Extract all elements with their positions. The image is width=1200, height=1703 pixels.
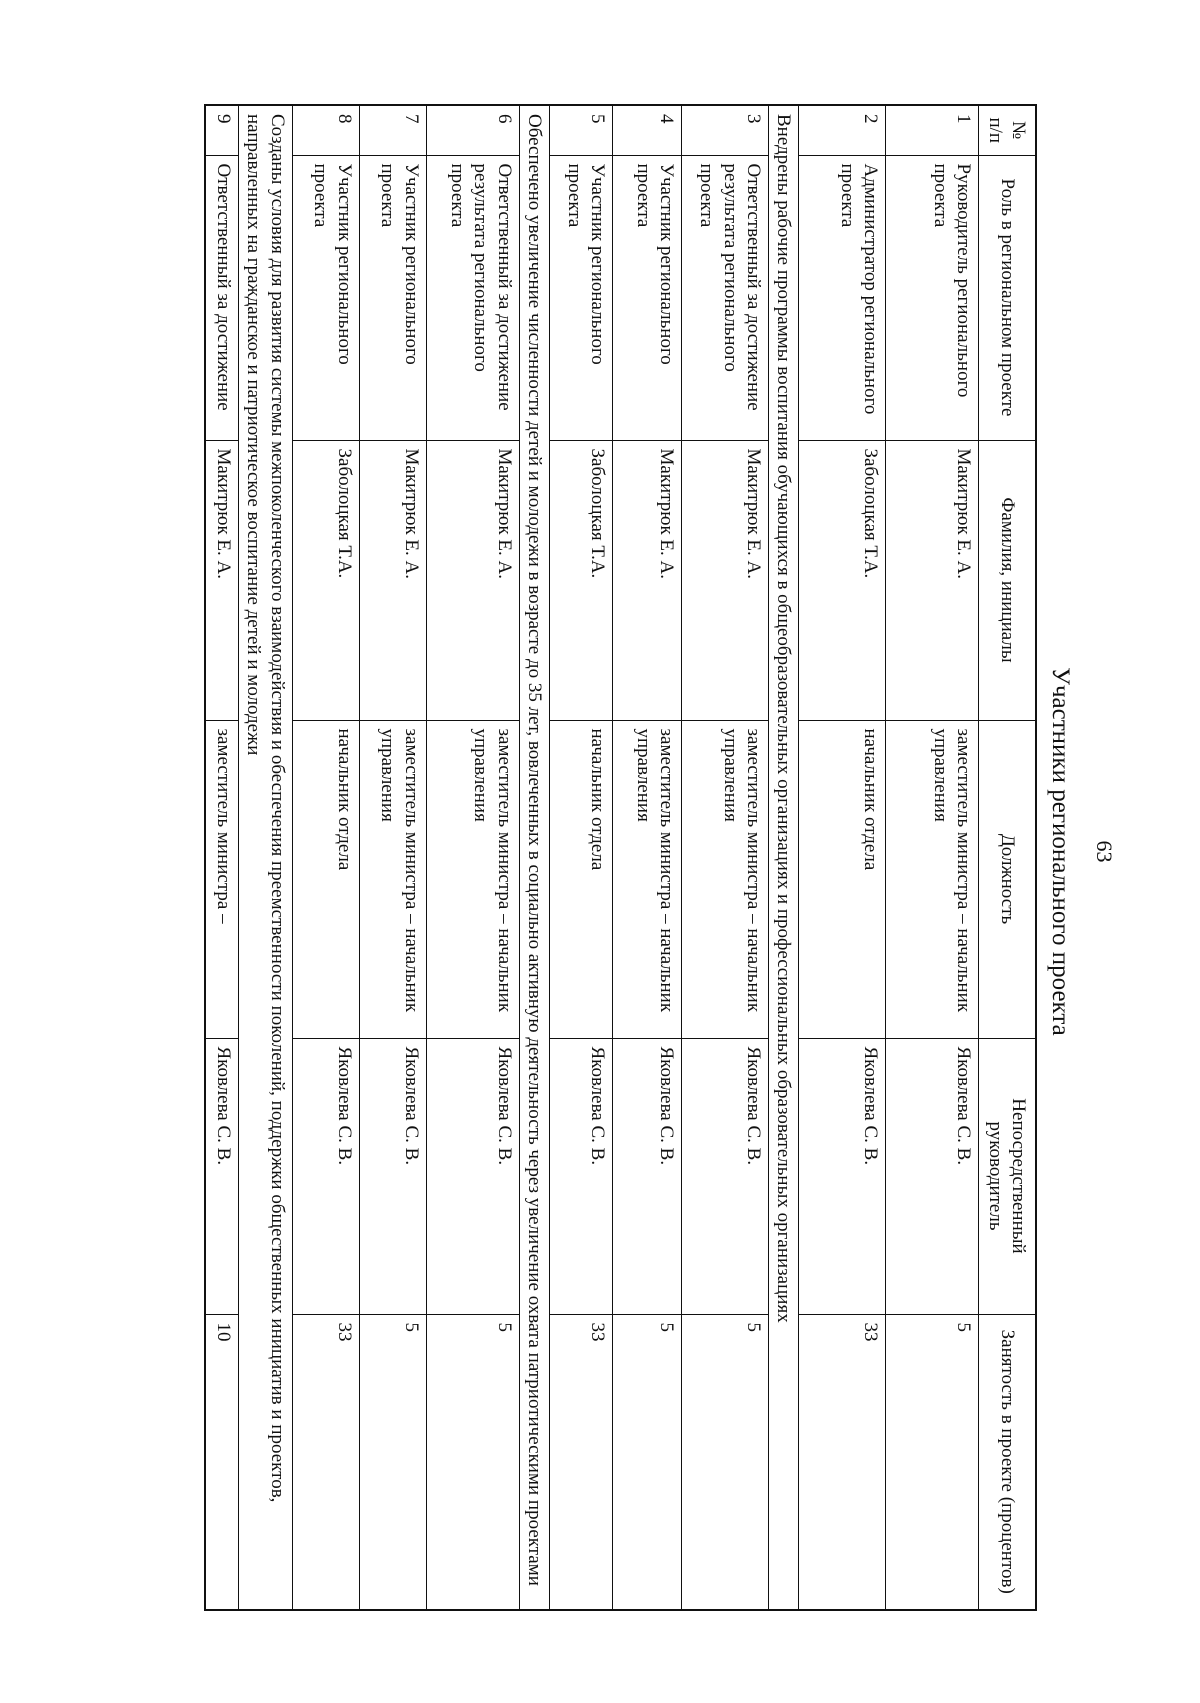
table-row bbox=[681, 105, 768, 1610]
cell-supervisor: Яковлева С. В. bbox=[799, 1038, 886, 1314]
cell-role: Участник регионального проекта bbox=[359, 155, 426, 440]
cell-occupancy: 5 bbox=[612, 1314, 681, 1610]
section-heading: Обеспечено увеличение численности детей и молодежи в возрасте до 35 лет, вовлеченных в социально активную деятельность через увеличение охвата патриотическими проектами bbox=[519, 105, 549, 1610]
header-supervisor: Непосредственный руководитель bbox=[979, 1038, 1037, 1314]
cell-num: 5 bbox=[549, 105, 612, 155]
cell-position: заместитель министра – начальник управления bbox=[886, 720, 979, 1038]
table-row bbox=[359, 105, 426, 1610]
header-num: № п/п bbox=[979, 105, 1037, 155]
cell-num: 8 bbox=[292, 105, 359, 155]
document-title: Участники регионального проекта bbox=[1047, 667, 1074, 1036]
cell-num: 6 bbox=[426, 105, 519, 155]
cell-name: Заболоцкая Т.А. bbox=[292, 440, 359, 720]
section-row bbox=[768, 105, 798, 1610]
table-row bbox=[799, 105, 886, 1610]
cell-position: заместитель министра – начальник управления bbox=[426, 720, 519, 1038]
cell-name: Макитрюк Е. А. bbox=[681, 440, 768, 720]
header-name: Фамилия, инициалы bbox=[979, 440, 1037, 720]
section-heading: Внедрены рабочие программы воспитания обучающихся в общеобразовательных организациях и профессиональных образовательных организациях bbox=[768, 105, 798, 1610]
cell-position: начальник отдела bbox=[799, 720, 886, 1038]
cell-position: начальник отдела bbox=[292, 720, 359, 1038]
cell-num: 1 bbox=[886, 105, 979, 155]
cell-name: Макитрюк Е. А. bbox=[612, 440, 681, 720]
cell-supervisor: Яковлева С. В. bbox=[886, 1038, 979, 1314]
cell-position: заместитель министра – bbox=[205, 720, 239, 1038]
cell-supervisor: Яковлева С. В. bbox=[292, 1038, 359, 1314]
cell-position: заместитель министра – начальник управления bbox=[359, 720, 426, 1038]
cell-supervisor: Яковлева С. В. bbox=[426, 1038, 519, 1314]
cell-position: начальник отдела bbox=[549, 720, 612, 1038]
cell-supervisor: Яковлева С. В. bbox=[205, 1038, 239, 1314]
table-row bbox=[292, 105, 359, 1610]
cell-occupancy: 5 bbox=[681, 1314, 768, 1610]
cell-role: Ответственный за достижение результата регионального проекта bbox=[681, 155, 768, 440]
cell-occupancy: 33 bbox=[292, 1314, 359, 1610]
cell-role: Ответственный за достижение bbox=[205, 155, 239, 440]
cell-occupancy: 5 bbox=[359, 1314, 426, 1610]
cell-position: заместитель министра – начальник управления bbox=[681, 720, 768, 1038]
cell-occupancy: 33 bbox=[549, 1314, 612, 1610]
header-position: Должность bbox=[979, 720, 1037, 1038]
cell-num: 2 bbox=[799, 105, 886, 155]
cell-role: Участник регионального проекта bbox=[612, 155, 681, 440]
cell-name: Заболоцкая Т.А. bbox=[549, 440, 612, 720]
cell-num: 9 bbox=[205, 105, 239, 155]
header-occupancy: Занятость в проекте (процентов) bbox=[979, 1314, 1037, 1610]
section-row bbox=[519, 105, 549, 1610]
table-row bbox=[205, 105, 239, 1610]
page-number: 63 bbox=[1092, 840, 1117, 863]
table-row bbox=[549, 105, 612, 1610]
cell-supervisor: Яковлева С. В. bbox=[359, 1038, 426, 1314]
cell-num: 4 bbox=[612, 105, 681, 155]
cell-supervisor: Яковлева С. В. bbox=[681, 1038, 768, 1314]
section-heading: Созданы условия для развития системы межпоколенческого взаимодействия и обеспечения преемственности поколений, поддержки общественных инициатив и проектов, направленных на гражданское и патриотическое воспитание детей и молодежи bbox=[239, 105, 292, 1610]
cell-occupancy: 33 bbox=[799, 1314, 886, 1610]
table-row bbox=[886, 105, 979, 1610]
cell-occupancy: 5 bbox=[886, 1314, 979, 1610]
cell-name: Макитрюк Е. А. bbox=[886, 440, 979, 720]
cell-role: Администратор регионального проекта bbox=[799, 155, 886, 440]
table-row bbox=[426, 105, 519, 1610]
cell-num: 3 bbox=[681, 105, 768, 155]
cell-name: Макитрюк Е. А. bbox=[426, 440, 519, 720]
cell-occupancy: 5 bbox=[426, 1314, 519, 1610]
participants-table bbox=[204, 104, 1037, 1611]
cell-name: Макитрюк Е. А. bbox=[205, 440, 239, 720]
cell-role: Руководитель регионального проекта bbox=[886, 155, 979, 440]
cell-name: Заболоцкая Т.А. bbox=[799, 440, 886, 720]
table-row bbox=[612, 105, 681, 1610]
cell-num: 7 bbox=[359, 105, 426, 155]
header-role: Роль в региональном проекте bbox=[979, 155, 1037, 440]
table-header-row bbox=[979, 105, 1037, 1610]
cell-role: Ответственный за достижение результата регионального проекта bbox=[426, 155, 519, 440]
section-row bbox=[239, 105, 292, 1610]
cell-supervisor: Яковлева С. В. bbox=[612, 1038, 681, 1314]
cell-supervisor: Яковлева С. В. bbox=[549, 1038, 612, 1314]
cell-name: Макитрюк Е. А. bbox=[359, 440, 426, 720]
cell-occupancy: 10 bbox=[205, 1314, 239, 1610]
cell-role: Участник регионального проекта bbox=[549, 155, 612, 440]
cell-role: Участник регионального проекта bbox=[292, 155, 359, 440]
cell-position: заместитель министра – начальник управления bbox=[612, 720, 681, 1038]
